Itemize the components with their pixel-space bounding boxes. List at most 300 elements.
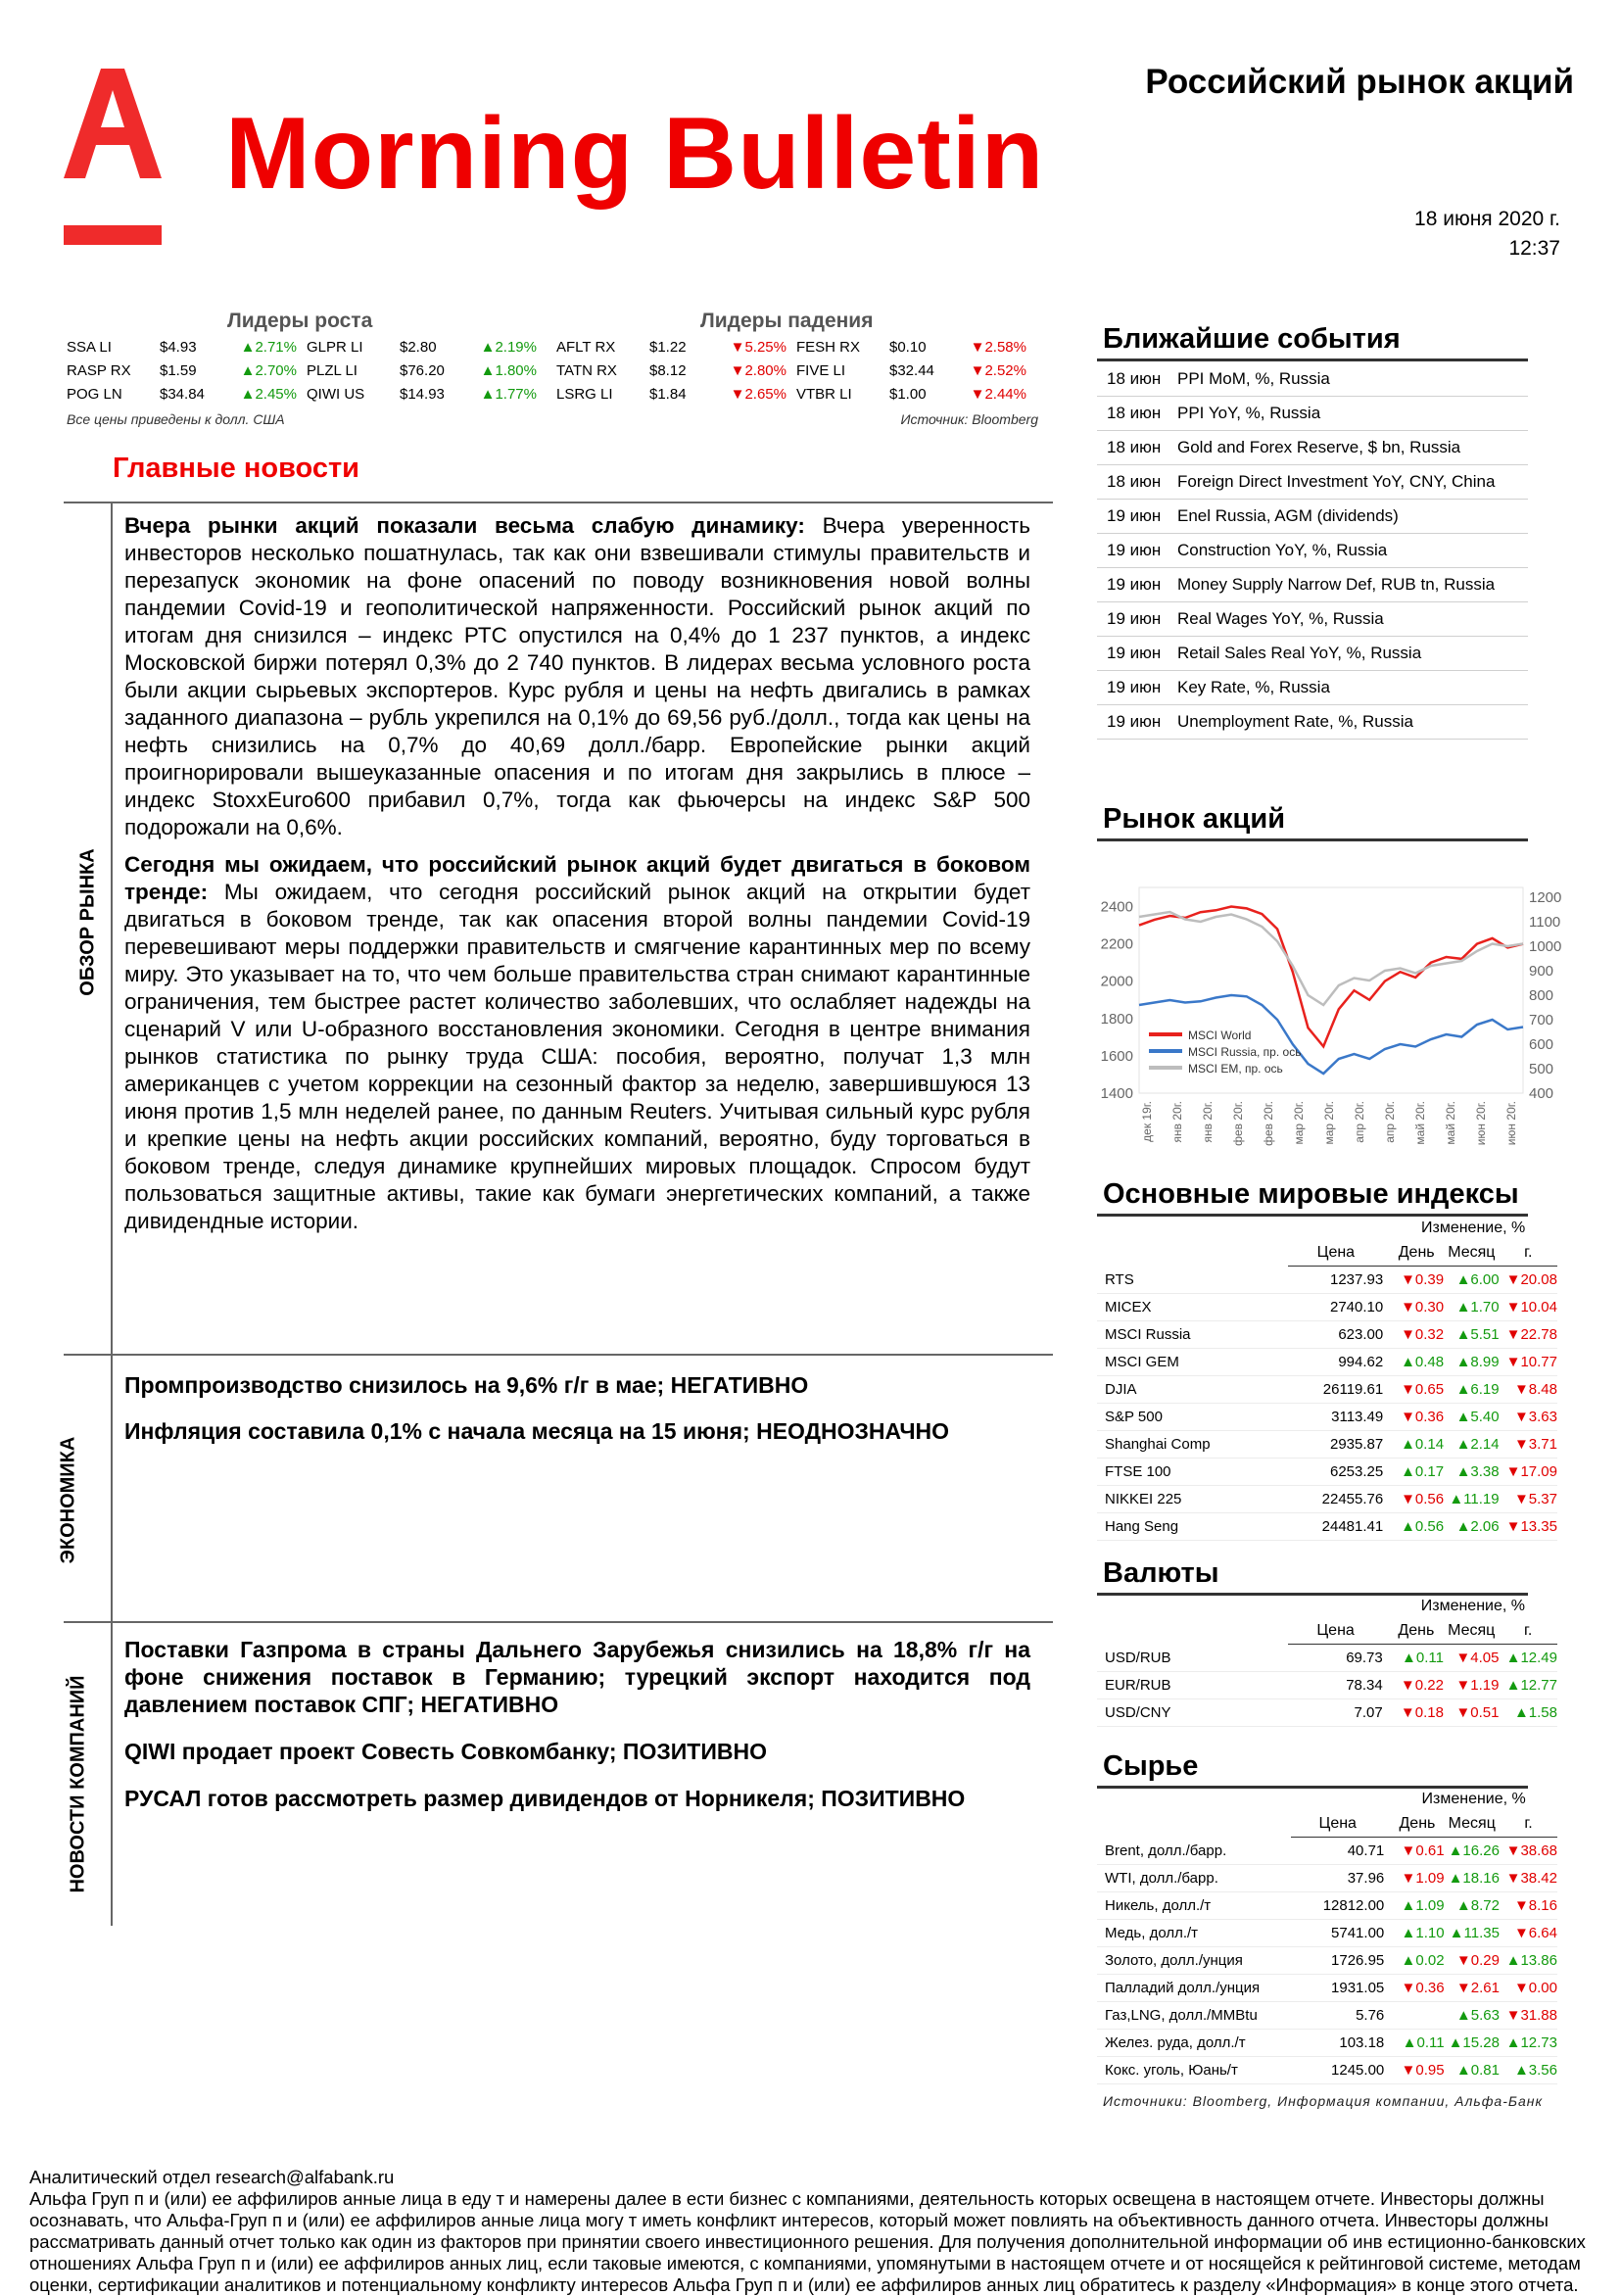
x-tick-label: мар 20г. (1292, 1101, 1306, 1145)
table-header (1097, 1595, 1557, 1618)
col-month: Месяц (1444, 1240, 1500, 1267)
table-row (1097, 1699, 1557, 1727)
table-row (1097, 2057, 1557, 2084)
change-month: ▲1.70 (1444, 1294, 1500, 1321)
commodities-table (1097, 1788, 1557, 2084)
change-year: ▼3.71 (1500, 1431, 1557, 1459)
change-year: ▲13.86 (1500, 1947, 1557, 1975)
leaders-row (556, 382, 1036, 406)
disclaimer-line: отношениях Альфа Груп п и (или) ее аффилиров анных лиц, если таковые имеются, с компаниями, упомянутыми в настоящем отчете и от носящейся к рейтинговой системе, методам (29, 2253, 1581, 2273)
col-price: Цена (1291, 1811, 1390, 1838)
event-name: Retail Sales Real YoY, %, Russia (1168, 637, 1528, 671)
company-news-3: РУСАЛ готов рассмотреть размер дивидендов от Норникеля; ПОЗИТИВНО (124, 1786, 966, 1811)
commodities-title: Сырье (1103, 1750, 1199, 1782)
change-pct: ▼2.65% (730, 385, 787, 403)
fall-leaders-title: Лидеры падения (700, 310, 874, 332)
instrument-price: 623.00 (1288, 1321, 1389, 1349)
market-review-text (124, 512, 1030, 1245)
change-year: ▲1.58 (1499, 1699, 1557, 1727)
price: $76.20 (400, 361, 445, 379)
main-news-title: Главные новости (113, 453, 360, 484)
instrument-price: 40.71 (1291, 1838, 1390, 1865)
change-year: ▼31.88 (1500, 2002, 1557, 2030)
event-name: Real Wages YoY, %, Russia (1168, 602, 1528, 637)
change-month: ▲3.38 (1444, 1459, 1500, 1486)
ticker: TATN RX (556, 361, 617, 379)
report-time: 12:37 (1508, 237, 1560, 260)
col-day: День (1389, 1618, 1444, 1645)
change-day: ▼0.65 (1389, 1376, 1444, 1404)
instrument-price: 26119.61 (1288, 1376, 1389, 1404)
event-name: Unemployment Rate, %, Russia (1168, 705, 1528, 740)
price: $4.93 (160, 338, 197, 356)
change-day: ▼0.32 (1389, 1321, 1444, 1349)
instrument-name: WTI, долл./барр. (1097, 1865, 1291, 1892)
table-row (1097, 1947, 1557, 1975)
col-price: Цена (1288, 1240, 1389, 1267)
currencies-table (1097, 1595, 1557, 1727)
change-year: ▲12.49 (1499, 1645, 1557, 1672)
instrument-price: 12812.00 (1291, 1892, 1390, 1920)
table-row (1097, 1349, 1557, 1376)
price: $32.44 (889, 361, 934, 379)
price: $1.00 (889, 385, 927, 403)
leaders-row (556, 335, 1036, 359)
market-review-label: ОБЗОР РЫНКА (76, 848, 99, 996)
y-right-tick-label: 700 (1529, 1012, 1554, 1028)
instrument-name: FTSE 100 (1097, 1459, 1288, 1486)
change-month: ▲11.35 (1445, 1920, 1500, 1947)
change-month: ▲6.19 (1444, 1376, 1500, 1404)
disclaimer (29, 2167, 1587, 2296)
instrument-name: Hang Seng (1097, 1513, 1288, 1541)
change-year: ▼10.77 (1500, 1349, 1557, 1376)
instrument-price: 1237.93 (1288, 1267, 1389, 1294)
event-name: PPI YoY, %, Russia (1168, 397, 1528, 431)
blank (1097, 1240, 1288, 1267)
instrument-name: MSCI Russia (1097, 1321, 1288, 1349)
instrument-price: 1726.95 (1291, 1947, 1390, 1975)
price: $34.84 (160, 385, 205, 403)
change-year: ▼8.48 (1500, 1376, 1557, 1404)
alfa-logo-mark (64, 69, 162, 245)
events-title: Ближайшие события (1103, 323, 1401, 355)
change-year: ▼22.78 (1500, 1321, 1557, 1349)
change-year: ▼8.16 (1500, 1892, 1557, 1920)
change-month: ▲11.19 (1444, 1486, 1500, 1513)
instrument-name: Никель, долл./т (1097, 1892, 1291, 1920)
change-year: ▼6.64 (1500, 1920, 1557, 1947)
market-headline-2: Сегодня мы ожидаем, что российский рынок акций будет двигаться в боковом тренде: (124, 852, 1030, 904)
divider (64, 1621, 1053, 1623)
disclaimer-line: осознавать, что Альфа-Груп п и (или) ее аффилиров анные лица могу т иметь конфликт интересов, который может повлиять на объективность данного отчета. Инвесторы должны (29, 2210, 1549, 2230)
table-header (1097, 1217, 1557, 1240)
col-year: г. (1500, 1811, 1557, 1838)
event-name: PPI MoM, %, Russia (1168, 362, 1528, 397)
change-pct: ▼2.44% (970, 385, 1026, 403)
instrument-price: 7.07 (1288, 1699, 1388, 1727)
change-month: ▲2.06 (1444, 1513, 1500, 1541)
change-year: ▲12.77 (1499, 1672, 1557, 1699)
event-name: Construction YoY, %, Russia (1168, 534, 1528, 568)
event-date: 18 июн (1097, 362, 1168, 397)
ticker: PLZL LI (307, 361, 358, 379)
instrument-name: Медь, долл./т (1097, 1920, 1291, 1947)
y-right-tick-label: 1000 (1529, 938, 1562, 955)
y-right-tick-label: 900 (1529, 963, 1554, 980)
change-month: ▲2.14 (1444, 1431, 1500, 1459)
instrument-name: Кокс. уголь, Юань/т (1097, 2057, 1291, 2084)
disclaimer-line: Альфа Груп п и (или) ее аффилиров анные лица в еду т и намерены далее в ести бизнес с компаниями, деятельность которых освещена в настоящем отчете. Инвесторы должны (29, 2188, 1545, 2209)
legend-label: MSCI EM, пр. ось (1188, 1062, 1283, 1076)
instrument-price: 2935.87 (1288, 1431, 1389, 1459)
event-name: Gold and Forex Reserve, $ bn, Russia (1168, 431, 1528, 465)
event-name: Foreign Direct Investment YoY, CNY, China (1168, 465, 1528, 500)
change-day: ▲1.10 (1390, 1920, 1444, 1947)
price: $1.84 (649, 385, 687, 403)
instrument-price: 994.62 (1288, 1349, 1389, 1376)
table-row (1097, 1376, 1557, 1404)
col-price: Цена (1288, 1618, 1388, 1645)
ticker: LSRG LI (556, 385, 613, 403)
divider (111, 502, 113, 1926)
blank (1097, 1788, 1291, 1811)
table-row (1097, 1459, 1557, 1486)
change-day: ▼0.95 (1390, 2057, 1444, 2084)
event-date: 19 июн (1097, 534, 1168, 568)
event-row (1097, 705, 1528, 740)
blank (1288, 1595, 1388, 1618)
table-header (1097, 1618, 1557, 1645)
change-day: ▲0.14 (1389, 1431, 1444, 1459)
instrument-name: Газ,LNG, долл./MMBtu (1097, 2002, 1291, 2030)
change-day: ▼0.61 (1390, 1838, 1444, 1865)
company-news-2: QIWI продает проект Совесть Совкомбанку; ПОЗИТИВНО (124, 1739, 767, 1764)
change-pct: ▲2.45% (240, 385, 297, 403)
table-row (1097, 2002, 1557, 2030)
event-date: 19 июн (1097, 705, 1168, 740)
table-row (1097, 1404, 1557, 1431)
leaders-row (556, 359, 1036, 382)
change-month: ▲5.63 (1445, 2002, 1500, 2030)
instrument-price: 6253.25 (1288, 1459, 1389, 1486)
divider (1097, 359, 1528, 361)
divider (1097, 838, 1528, 841)
change-year: ▼20.08 (1500, 1267, 1557, 1294)
table-row (1097, 1672, 1557, 1699)
world-indices-title: Основные мировые индексы (1103, 1178, 1519, 1210)
ticker: VTBR LI (796, 385, 852, 403)
change-year: ▼13.35 (1500, 1513, 1557, 1541)
x-tick-label: май 20г. (1444, 1101, 1457, 1145)
fall-leaders-table (556, 335, 1036, 406)
change-month: ▲8.99 (1444, 1349, 1500, 1376)
instrument-price: 2740.10 (1288, 1294, 1389, 1321)
change-month: ▲5.40 (1444, 1404, 1500, 1431)
change-year: ▼0.00 (1500, 1975, 1557, 2002)
disclaimer-line: оценки, сертификации аналитиков и потенциальному конфликту интересов Альфа Груп п и (или) ее аффилиров анных лиц обратитесь к разделу «Информация» в конце этого отчета. (29, 2274, 1579, 2295)
change-pct: ▼5.25% (730, 338, 787, 356)
col-month: Месяц (1444, 1618, 1499, 1645)
col-day: День (1389, 1240, 1444, 1267)
y-right-tick-label: 400 (1529, 1085, 1554, 1102)
event-date: 18 июн (1097, 465, 1168, 500)
change-day: ▼0.56 (1389, 1486, 1444, 1513)
change-pct: ▲2.70% (240, 361, 297, 379)
event-date: 19 июн (1097, 602, 1168, 637)
change-day: ▼0.30 (1389, 1294, 1444, 1321)
leaders-note: Все цены приведены к долл. США (67, 411, 285, 427)
legend-label: MSCI World (1188, 1028, 1252, 1042)
growth-leaders-title: Лидеры роста (227, 310, 373, 332)
x-tick-label: май 20г. (1413, 1101, 1427, 1145)
event-row (1097, 534, 1528, 568)
instrument-price: 1245.00 (1291, 2057, 1390, 2084)
price: $1.22 (649, 338, 687, 356)
market-body-2: Мы ожидаем, что сегодня российский рынок акций на открытии будет двигаться в боковом тренде, так как опасения второй волны пандемии Covid-19 перевешивают меры поддержки правительств и смягчение карантинных мер по всему миру. Это указывает на то, что чем больше правительства стран снимают карантинные ограничения, тем быстрее растет количество заболевших, что ослабляет надежды на сценарий V или U-образного восстановления экономики. Сегодня в центре внимания рынков статистика по рынку труда США: пособия, вероятно, получат 1,3 млн американцев с учетом коррекции на сезонный фактор за неделю, завершившуюся 13 июня против 1,5 млн неделей ранее, по данным Reuters. Учитывая сильный курс рубля и крепкие цены на нефть акции российских компаний, вероятно, буду торговаться в боковом тренде, следуя динамике крупнейших мировых площадок. Спросом будут пользоваться защитные активы, такие как бумаги энергетических компаний, а также дивидендные истории. (124, 880, 1030, 1233)
instrument-price: 103.18 (1291, 2030, 1390, 2057)
y-left-tick-label: 2000 (1100, 973, 1133, 990)
change-year: ▼10.04 (1500, 1294, 1557, 1321)
col-year: г. (1499, 1618, 1557, 1645)
x-tick-label: фев 20г. (1262, 1101, 1275, 1146)
event-row (1097, 397, 1528, 431)
y-right-tick-label: 1200 (1529, 889, 1562, 906)
price: $0.10 (889, 338, 927, 356)
change-day: ▼0.18 (1389, 1699, 1444, 1727)
instrument-name: USD/RUB (1097, 1645, 1288, 1672)
table-row (1097, 1294, 1557, 1321)
y-left-tick-label: 1400 (1100, 1085, 1133, 1102)
report-type: Российский рынок акций (1145, 63, 1574, 101)
y-right-tick-label: 500 (1529, 1061, 1554, 1077)
change-month: ▲16.26 (1445, 1838, 1500, 1865)
stock-market-chart (1092, 862, 1562, 1166)
ticker: FESH RX (796, 338, 861, 356)
event-date: 19 июн (1097, 671, 1168, 705)
event-date: 18 июн (1097, 431, 1168, 465)
instrument-name: Палладий долл./унция (1097, 1975, 1291, 2002)
instrument-price: 22455.76 (1288, 1486, 1389, 1513)
table-row (1097, 1513, 1557, 1541)
change-day: ▼0.36 (1389, 1404, 1444, 1431)
leaders-source: Источник: Bloomberg (900, 411, 1038, 427)
price: $14.93 (400, 385, 445, 403)
change-day: ▲0.56 (1389, 1513, 1444, 1541)
research-dept: Аналитический отдел research@alfabank.ru (29, 2167, 395, 2187)
change-day: ▼0.39 (1389, 1267, 1444, 1294)
change-month: ▼1.19 (1444, 1672, 1499, 1699)
event-row (1097, 362, 1528, 397)
disclaimer-line: рассматривать данный отчет только как один из факторов при принятии своего инвестиционного решения. Для получения дополнительной информации об инв естиционно-банковских (29, 2231, 1586, 2252)
company-news-label: НОВОСТИ КОМПАНИЙ (67, 1675, 89, 1893)
col-day: День (1390, 1811, 1444, 1838)
sources-note: Источники: Bloomberg, Информация компании, Альфа-Банк (1103, 2093, 1544, 2109)
x-tick-label: янв 20г. (1170, 1101, 1184, 1143)
change-day: ▲0.11 (1390, 2030, 1444, 2057)
price: $2.80 (400, 338, 437, 356)
event-row (1097, 671, 1528, 705)
change-day (1390, 2002, 1444, 2030)
event-name: Money Supply Narrow Def, RUB tn, Russia (1168, 568, 1528, 602)
instrument-price: 69.73 (1288, 1645, 1388, 1672)
table-row (1097, 1431, 1557, 1459)
table-row (1097, 1838, 1557, 1865)
instrument-price: 78.34 (1288, 1672, 1388, 1699)
divider (64, 502, 1053, 503)
instrument-name: Желез. руда, долл./т (1097, 2030, 1291, 2057)
change-label: Изменение, % (1421, 1791, 1526, 1807)
change-day: ▲0.11 (1389, 1645, 1444, 1672)
change-month: ▼0.51 (1444, 1699, 1499, 1727)
change-year: ▲12.73 (1500, 2030, 1557, 2057)
change-month: ▲18.16 (1445, 1865, 1500, 1892)
y-left-tick-label: 1800 (1100, 1010, 1133, 1028)
y-right-tick-label: 1100 (1529, 914, 1561, 931)
event-row (1097, 431, 1528, 465)
change-pct: ▲2.19% (480, 338, 537, 356)
instrument-price: 3113.49 (1288, 1404, 1389, 1431)
x-tick-label: янв 20г. (1201, 1101, 1215, 1143)
change-day: ▲0.17 (1389, 1459, 1444, 1486)
price: $8.12 (649, 361, 687, 379)
economy-news-2: Инфляция составила 0,1% с начала месяца на 15 июня; НЕОДНОЗНАЧНО (124, 1418, 950, 1444)
change-label: Изменение, % (1420, 1598, 1525, 1614)
economy-label: ЭКОНОМИКА (57, 1436, 79, 1564)
table-header (1097, 1788, 1557, 1811)
change-pct: ▼2.58% (970, 338, 1026, 356)
table-row (1097, 1920, 1557, 1947)
change-year: ▼5.37 (1500, 1486, 1557, 1513)
instrument-name: Shanghai Comp (1097, 1431, 1288, 1459)
change-year: ▼38.68 (1500, 1838, 1557, 1865)
table-row (1097, 1975, 1557, 2002)
x-tick-label: фев 20г. (1231, 1101, 1245, 1146)
instrument-name: EUR/RUB (1097, 1672, 1288, 1699)
blank (1097, 1618, 1288, 1645)
table-row (1097, 1321, 1557, 1349)
stock-market-title: Рынок акций (1103, 803, 1286, 835)
change-month: ▲8.72 (1445, 1892, 1500, 1920)
instrument-name: MICEX (1097, 1294, 1288, 1321)
leaders-row (67, 382, 547, 406)
growth-leaders-table (67, 335, 547, 406)
instrument-name: Brent, долл./барр. (1097, 1838, 1291, 1865)
instrument-name: MSCI GEM (1097, 1349, 1288, 1376)
change-month: ▲15.28 (1445, 2030, 1500, 2057)
report-date: 18 июня 2020 г. (1414, 208, 1560, 230)
table-row (1097, 1892, 1557, 1920)
instrument-name: S&P 500 (1097, 1404, 1288, 1431)
alfa-logo (64, 69, 162, 245)
event-row (1097, 637, 1528, 671)
col-year: г. (1500, 1240, 1557, 1267)
blank (1097, 1811, 1291, 1838)
change-month: ▲5.51 (1444, 1321, 1500, 1349)
ticker: QIWI US (307, 385, 365, 403)
change-year: ▼3.63 (1500, 1404, 1557, 1431)
instrument-price: 37.96 (1291, 1865, 1390, 1892)
world-indices-table (1097, 1217, 1557, 1541)
change-day: ▲0.02 (1390, 1947, 1444, 1975)
blank (1288, 1217, 1389, 1240)
change-year: ▼38.42 (1500, 1865, 1557, 1892)
instrument-price: 5.76 (1291, 2002, 1390, 2030)
change-month: ▼4.05 (1444, 1645, 1499, 1672)
event-date: 19 июн (1097, 500, 1168, 534)
price: $1.59 (160, 361, 197, 379)
x-tick-label: июн 20г. (1474, 1101, 1488, 1146)
ticker: RASP RX (67, 361, 131, 379)
change-pct: ▼2.52% (970, 361, 1026, 379)
instrument-name: Золото, долл./унция (1097, 1947, 1291, 1975)
change-day: ▲0.48 (1389, 1349, 1444, 1376)
x-tick-label: апр 20г. (1383, 1101, 1397, 1143)
y-left-tick-label: 2400 (1100, 898, 1133, 916)
change-pct: ▲1.80% (480, 361, 537, 379)
event-name: Enel Russia, AGM (dividends) (1168, 500, 1528, 534)
legend-label: MSCI Russia, пр. ось (1188, 1045, 1302, 1059)
events-table (1097, 362, 1528, 740)
instrument-price: 24481.41 (1288, 1513, 1389, 1541)
instrument-name: USD/CNY (1097, 1699, 1288, 1727)
change-pct: ▲1.77% (480, 385, 537, 403)
event-date: 19 июн (1097, 637, 1168, 671)
table-row (1097, 1486, 1557, 1513)
blank (1097, 1217, 1288, 1240)
instrument-price: 5741.00 (1291, 1920, 1390, 1947)
table-row (1097, 1267, 1557, 1294)
market-body-1: Вчера уверенность инвесторов несколько пошатнулась, так как они взвешивали стимулы правительств и перезапуск экономик на фоне опасений по поводу возникновения новой волны пандемии Covid-19 и геополитической напряженности. Российский рынок акций по итогам дня снизился – индекс РТС опустился на 0,4% до 1 237 пунктов, а индекс Московской биржи потерял 0,3% до 2 740 пунктов. В лидерах весьма условного роста были акции сырьевых экспортеров. Курс рубля и цены на нефть двигались в рамках заданного диапазона – рубль укрепился на 0,1% до 69,56 руб./долл., тогда как цены на нефть снизились на 0,7% до 40,69 долл./барр. Европейские рынки акций проигнорировали вышеуказанные опасения и по итогам дня закрылись в плюсе – индекс StoxxEuro600 прибавил 0,7%, тогда как фьючерсы на индекс S&P 500 подорожали на 0,6%. (124, 513, 1030, 839)
event-name: Key Rate, %, Russia (1168, 671, 1528, 705)
change-month: ▲0.81 (1445, 2057, 1500, 2084)
ticker: GLPR LI (307, 338, 363, 356)
x-tick-label: дек 19г. (1140, 1101, 1154, 1142)
instrument-price: 1931.05 (1291, 1975, 1390, 2002)
leaders-row (67, 335, 547, 359)
change-pct: ▼2.80% (730, 361, 787, 379)
instrument-name: DJIA (1097, 1376, 1288, 1404)
page-title: Morning Bulletin (225, 97, 1045, 211)
change-day: ▼0.22 (1389, 1672, 1444, 1699)
currencies-title: Валюты (1103, 1557, 1219, 1589)
y-left-tick-label: 2200 (1100, 935, 1133, 953)
table-row (1097, 1865, 1557, 1892)
divider (64, 1354, 1053, 1356)
economy-news-1: Промпроизводство снизилось на 9,6% г/г в мае; НЕГАТИВНО (124, 1372, 809, 1398)
ticker: POG LN (67, 385, 122, 403)
change-month: ▼0.29 (1445, 1947, 1500, 1975)
event-date: 18 июн (1097, 397, 1168, 431)
ticker: SSA LI (67, 338, 112, 356)
ticker: FIVE LI (796, 361, 846, 379)
col-month: Месяц (1445, 1811, 1500, 1838)
market-headline-1: Вчера рынки акций показали весьма слабую динамику: (124, 513, 805, 538)
blank (1097, 1595, 1288, 1618)
change-year: ▲3.56 (1500, 2057, 1557, 2084)
change-month: ▼2.61 (1445, 1975, 1500, 2002)
event-row (1097, 465, 1528, 500)
change-label: Изменение, % (1420, 1220, 1526, 1236)
y-left-tick-label: 1600 (1100, 1047, 1133, 1065)
x-tick-label: июн 20г. (1504, 1101, 1518, 1146)
event-row (1097, 602, 1528, 637)
blank (1291, 1788, 1390, 1811)
ticker: AFLT RX (556, 338, 616, 356)
event-row (1097, 568, 1528, 602)
table-row (1097, 2030, 1557, 2057)
change-day: ▼1.09 (1390, 1865, 1444, 1892)
